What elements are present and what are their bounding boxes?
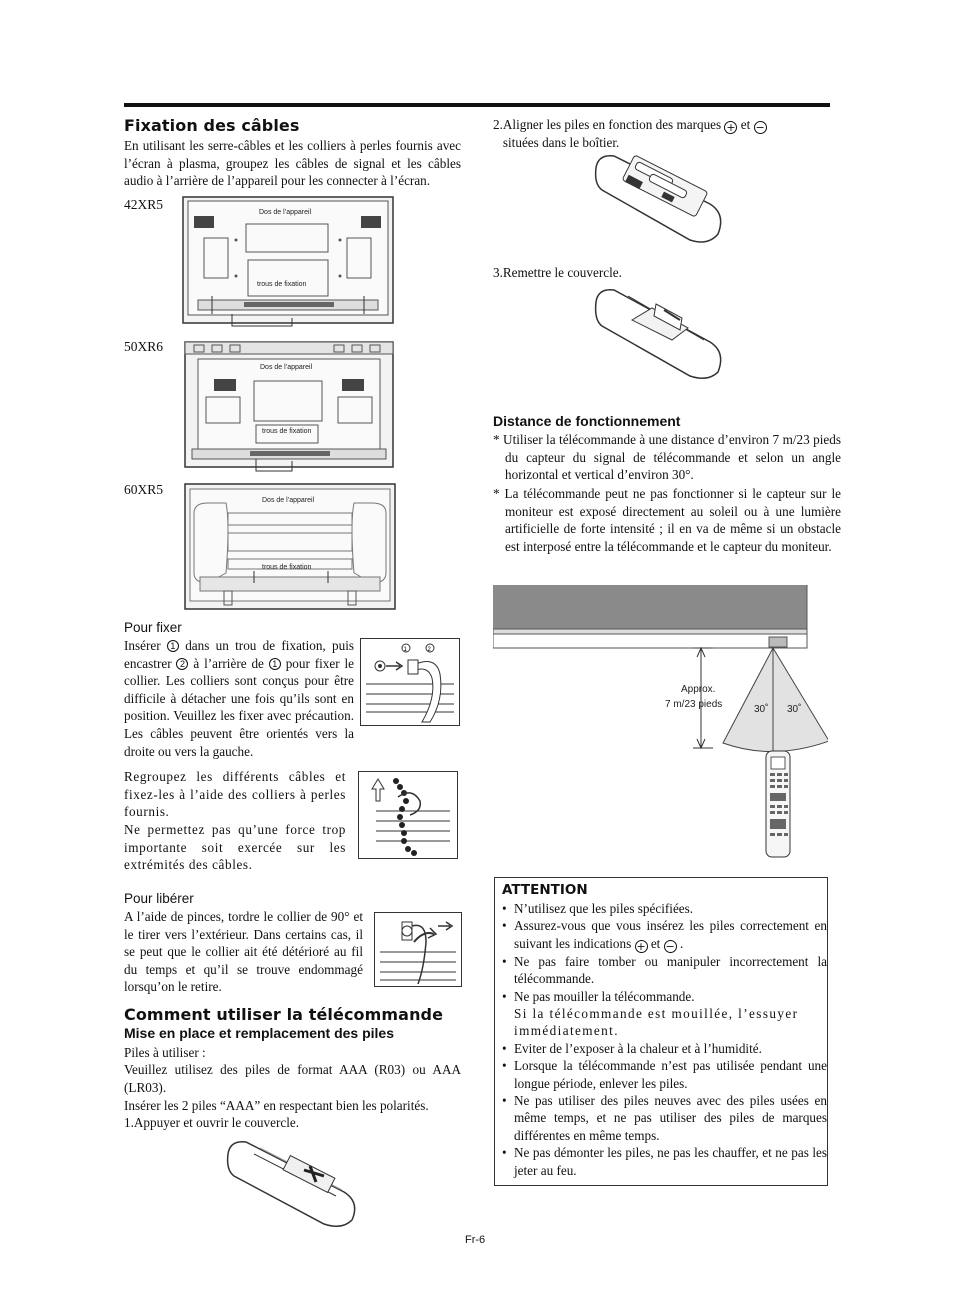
battery-subtitle: Mise en place et remplacement des piles bbox=[124, 1025, 395, 1041]
attention-box bbox=[494, 877, 828, 1186]
pour-fixer-text-top: Insérer 1 dans un trou de fixation, puis encastrer 2 à l’arrière de 1 pour fixer le collier. Les colliers sont conçus pour être difficile à détacher une fois qu’ils sont en position. Veuillez les fixer avec précaution. Les câbles peuvent être orientés vers la droite ou vers la gauche. bbox=[124, 638, 355, 759]
back-panel-60xr5-diagram bbox=[184, 483, 396, 611]
page-number: Fr-6 bbox=[465, 1234, 486, 1246]
pour-liberer-text: A l’aide de pinces, tordre le collier de 90° et le tirer vers l’extérieur. Dans certains cas, il se peut que le collier ait été détérioré au fil du temps et qu’il se trouve endommagé lorsqu’on le retire. bbox=[124, 909, 363, 995]
step-3-close-cover: 3.Remettre le couvercle. bbox=[493, 265, 622, 280]
attention-item: • Lorsque la télécommande n’est pas utilisée pendant une longue période, enlever les piles. bbox=[502, 1058, 827, 1091]
plus-mark-icon: + bbox=[726, 121, 736, 134]
model-label-42: 42XR5 bbox=[124, 197, 164, 212]
minus-mark-icon: − bbox=[665, 939, 675, 953]
attention-item: • Eviter de l’exposer à la chaleur et à l’humidité. bbox=[502, 1040, 762, 1056]
step-1-open-cover: 1.Appuyer et ouvrir le couvercle. bbox=[124, 1115, 300, 1130]
remote-open-cover-diagram bbox=[224, 1136, 362, 1232]
label-back-60: Dos de l’appareil bbox=[262, 497, 315, 504]
section-title-cables: Fixation des câbles bbox=[124, 116, 300, 135]
label-holes-42: trous de fixation bbox=[257, 281, 307, 288]
attention-title: ATTENTION bbox=[502, 882, 588, 898]
attention-item: • Ne pas utiliser des piles neuves avec des piles usées en même temps, et ne pas utiliser des piles de marques différentes en même temps. bbox=[502, 1093, 827, 1143]
number-2-icon: 2 bbox=[176, 658, 188, 670]
distance-bullet-2: * La télécommande peut ne pas fonctionner si le capteur sur le moniteur est exposé directement au soleil ou à une lumière artificielle de forte intensité ; il en va de même si un obstacle est interposé entre la télécommande et le capteur du moniteur. bbox=[493, 486, 841, 554]
label-holes-50: trous de fixation bbox=[262, 428, 312, 435]
approx-label: Approx. bbox=[681, 684, 716, 695]
section-title-remote: Comment utiliser la télécommande bbox=[124, 1005, 444, 1024]
back-panel-50xr6-diagram bbox=[184, 341, 394, 472]
intro-paragraph: En utilisant les serre-câbles et les colliers à perles fournis avec l’écran à plasma, groupez les câbles de signal et les câbles audio à l’arrière de l’appareil pour les connecter à l’écran. bbox=[124, 138, 461, 189]
distance-bullet-1: * Utiliser la télécommande à une distance d’environ 7 m/23 pieds du capteur du signal de télécommande et selon un angle horizontal et vertical d’environ 30°. bbox=[493, 432, 841, 483]
attention-item: • Assurez-vous que vous insérez les piles correctement en suivant les indications + et − . bbox=[502, 918, 827, 953]
distance-value-label: 7 m/23 pieds bbox=[665, 699, 723, 710]
label-back-50: Dos de l’appareil bbox=[260, 364, 313, 371]
piles-polarites: Insérer les 2 piles “AAA” en respectant bien les polarités. bbox=[124, 1098, 429, 1113]
force-warning-paragraph: Ne permettez pas qu’une force trop importante soit exercée sur les extrémités des câbles. bbox=[124, 822, 346, 873]
attention-item: • Ne pas démonter les piles, ne pas les chauffer, et ne pas les jeter au feu. bbox=[502, 1145, 827, 1178]
attention-item: • N’utilisez que les piles spécifiées. bbox=[502, 901, 694, 916]
attention-item: • Ne pas faire tomber ou manipuler incorrectement la télécommande. bbox=[502, 953, 827, 987]
label-holes-60: trous de fixation bbox=[262, 564, 312, 571]
number-1-icon: 1 bbox=[167, 640, 179, 652]
pour-liberer-heading: Pour libérer bbox=[124, 891, 194, 906]
clamp-release-diagram bbox=[374, 912, 462, 987]
cable-bundle-diagram bbox=[358, 771, 458, 859]
back-panel-42xr5-diagram bbox=[182, 196, 394, 328]
piles-format: Veuillez utilisez des piles de format AAA (R03) ou AAA (LR03). bbox=[124, 1062, 461, 1095]
remote-align-batteries-diagram bbox=[592, 152, 728, 248]
piles-a-utiliser: Piles à utiliser : bbox=[124, 1045, 206, 1060]
svg-text:2: 2 bbox=[427, 647, 431, 653]
remote-close-cover-diagram bbox=[592, 286, 728, 386]
number-1-icon: 1 bbox=[269, 658, 281, 670]
pour-fixer-heading: Pour fixer bbox=[124, 620, 182, 635]
attention-item: • Ne pas mouiller la télécommande. Si la télécommande est mouillée, l’essuyer immédiatement. bbox=[502, 988, 799, 1039]
clamp-insert-diagram bbox=[360, 638, 460, 726]
attention-list bbox=[495, 900, 827, 1179]
angle-right-label: 30˚ bbox=[787, 704, 802, 715]
model-label-50: 50XR6 bbox=[124, 339, 164, 354]
model-label-60: 60XR5 bbox=[124, 482, 164, 497]
angle-left-label: 30˚ bbox=[754, 704, 769, 715]
minus-mark-icon: − bbox=[755, 121, 765, 134]
regroupez-paragraph: Regroupez les différents câbles et fixez-les à l’aide des colliers à perles fournis. bbox=[124, 769, 346, 820]
distance-heading: Distance de fonctionnement bbox=[493, 413, 681, 429]
operating-distance-diagram bbox=[493, 585, 828, 860]
label-back-42: Dos de l’appareil bbox=[259, 209, 312, 216]
plus-mark-icon: + bbox=[636, 939, 646, 953]
svg-text:1: 1 bbox=[403, 647, 407, 653]
top-rule bbox=[124, 103, 830, 107]
step-2-align: 2.Aligner les piles en fonction des marques + et − situées dans le boîtier. bbox=[493, 117, 765, 150]
